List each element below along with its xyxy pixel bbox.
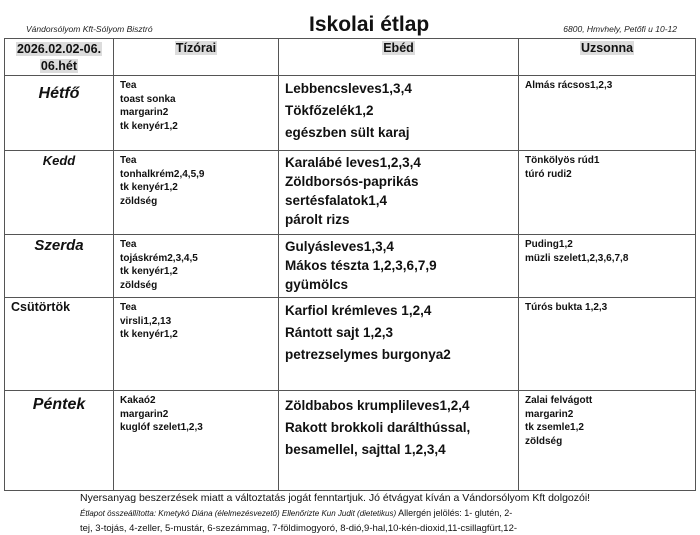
menu-item: Tea: [120, 80, 137, 91]
day-label: Hétfő: [5, 76, 114, 151]
menu-item: margarin2: [120, 408, 169, 420]
day-label: Kedd: [5, 151, 114, 235]
table-header-row: [5, 39, 696, 76]
menu-item: Tökfőzelék1,2: [285, 103, 374, 118]
tizorai-cell: [114, 76, 279, 151]
menu-item: Tea: [120, 302, 137, 313]
menu-item: tojáskrém2,3,4,5: [120, 252, 198, 264]
menu-item: Mákos tészta 1,2,3,6,7,9: [285, 258, 437, 273]
menu-item: petrezselymes burgonya2: [285, 347, 451, 362]
menu-item: Kakaó2: [120, 395, 156, 406]
menu-table: [4, 38, 696, 491]
company-address: 6800, Hmvhely, Petőfi u 10-12: [563, 24, 677, 34]
menu-item: zöldség: [120, 195, 158, 207]
menu-item: toast sonka: [120, 93, 176, 105]
menu-item: egészben sült karaj: [285, 125, 410, 140]
footer-compiled-allergen: [80, 506, 695, 521]
company-name: Vándorsólyom Kft-Sólyom Bisztró: [26, 24, 153, 34]
menu-item: Zalai felvágott: [525, 395, 593, 406]
table-row: [5, 298, 696, 391]
menu-item: müzli szelet1,2,3,6,7,8: [525, 252, 629, 264]
tizorai-cell: [114, 391, 279, 491]
document-header: [4, 0, 695, 38]
ebed-cell: [279, 391, 519, 491]
menu-item: Zöldborsós-paprikás: [285, 174, 419, 189]
tizorai-cell: [114, 298, 279, 391]
uzsonna-cell: [519, 298, 696, 391]
table-row: [5, 235, 696, 298]
allergen-list: tej, 3-tojás, 4-zeller, 5-mustár, 6-szezámmag, 7-földimogyoró, 8-dió,9-hal,10-kén-dioxid,11-csillagfürt,12-: [80, 523, 518, 534]
allergen-intro: Allergén jelölés: 1- glutén, 2-: [396, 508, 513, 518]
menu-item: tonhalkrém2,4,5,9: [120, 168, 205, 180]
menu-item: tk kenyér1,2: [120, 329, 178, 340]
menu-item: túró rudi2: [525, 168, 572, 180]
table-row: [5, 76, 696, 151]
footer-notes: [80, 491, 695, 535]
uzsonna-header: Uzsonna: [519, 39, 696, 76]
menu-item: margarin2: [525, 408, 574, 420]
menu-item: Gulyásleves1,3,4: [285, 239, 394, 254]
footer-compiled-by: Étlapot összeállította: Kmetykó Diána (élelmezésvezető) Ellenőrizte Kun Judit (dietetikus): [80, 509, 397, 518]
menu-item: margarin2: [120, 107, 169, 118]
table-row: [5, 391, 696, 491]
menu-item: Zöldbabos krumplileves1,2,4: [285, 398, 470, 413]
menu-item: zöldség: [120, 279, 158, 291]
menu-item: zöldség: [525, 435, 563, 447]
menu-item: Tea: [120, 155, 137, 166]
ebed-header: Ebéd: [279, 39, 519, 76]
menu-item: besamellel, sajttal 1,2,3,4: [285, 442, 446, 457]
menu-item: Karalábé leves1,2,3,4: [285, 155, 421, 170]
uzsonna-cell: [519, 76, 696, 151]
menu-item: Tea: [120, 239, 137, 250]
uzsonna-cell: [519, 235, 696, 298]
ebed-cell: [279, 76, 519, 151]
week-number: 06.hét: [40, 59, 78, 73]
menu-item: sertésfalatok1,4: [285, 193, 388, 208]
table-row: [5, 151, 696, 235]
tizorai-cell: [114, 235, 279, 298]
tizorai-header: Tízórai: [114, 39, 279, 76]
menu-item: Tönkölyös rúd1: [525, 155, 600, 166]
week-header: [5, 39, 114, 76]
uzsonna-cell: [519, 151, 696, 235]
menu-item: Túrós bukta 1,2,3: [525, 302, 608, 313]
menu-item: párolt rizs: [285, 212, 350, 227]
ebed-cell: [279, 298, 519, 391]
menu-item: Almás rácsos1,2,3: [525, 80, 613, 91]
uzsonna-cell: [519, 391, 696, 491]
menu-item: tk zsemle1,2: [525, 422, 584, 433]
menu-item: tk kenyér1,2: [120, 266, 178, 277]
menu-item: Rántott sajt 1,2,3: [285, 325, 394, 340]
menu-item: tk kenyér1,2: [120, 182, 178, 193]
week-dates: 2026.02.02-06.: [16, 42, 102, 56]
menu-item: Karfiol krémleves 1,2,4: [285, 303, 432, 318]
menu-item: kuglóf szelet1,2,3: [120, 422, 203, 433]
ebed-cell: [279, 151, 519, 235]
tizorai-cell: [114, 151, 279, 235]
ebed-cell: [279, 235, 519, 298]
menu-item: gyümölcs: [285, 277, 349, 292]
menu-item: Rakott brokkoli darálthússal,: [285, 420, 471, 435]
menu-item: virsli1,2,13: [120, 315, 172, 327]
menu-item: tk kenyér1,2: [120, 120, 178, 132]
menu-item: Lebbencsleves1,3,4: [285, 81, 412, 96]
day-label: Csütörtök: [5, 298, 114, 391]
page-title: Iskolai étlap: [309, 13, 430, 36]
day-label: Péntek: [5, 391, 114, 491]
menu-item: Puding1,2: [525, 239, 573, 250]
day-label: Szerda: [5, 235, 114, 298]
footer-notice: Nyersanyag beszerzések miatt a változtatás jogát fenntartjuk. Jó étvágyat kíván a Vándorsólyom Kft dolgozói!: [80, 492, 591, 504]
